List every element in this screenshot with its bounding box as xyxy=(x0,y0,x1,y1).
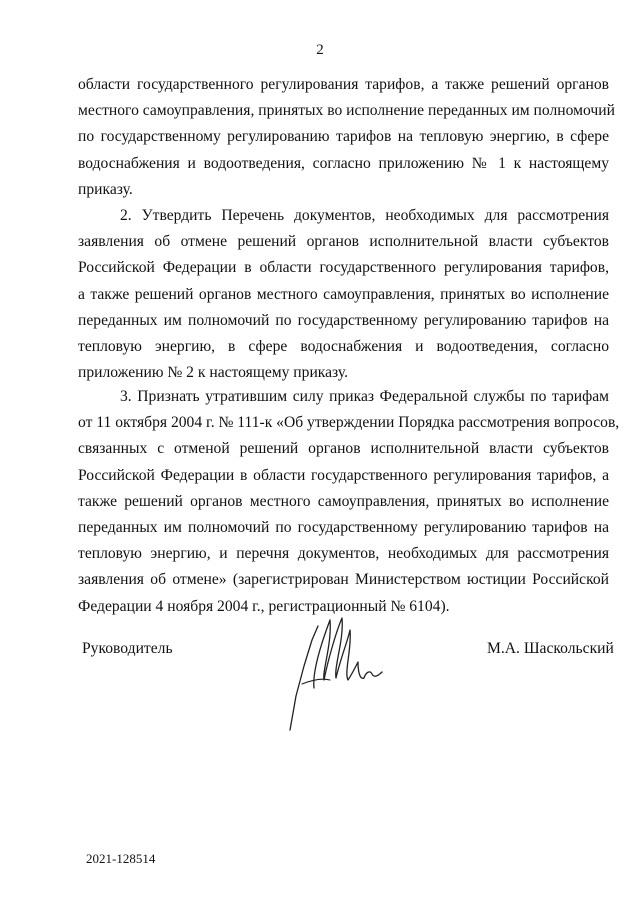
paragraph-line: Федерации 4 ноября 2004 г., регистрационный № 6104). xyxy=(78,597,450,615)
paragraph-3 xyxy=(78,384,620,620)
paragraph-line: переданных им полномочий по государственному регулированию тарифов на xyxy=(78,311,609,329)
handwritten-signature xyxy=(282,600,392,735)
paragraph-1 xyxy=(78,72,615,203)
paragraph-line: Российской Федерации в области государственного регулирования тарифов, xyxy=(78,259,609,277)
paragraph-line: связанных с отменой решений органов исполнительной власти субъектов xyxy=(78,440,609,458)
paragraph-line: местного самоуправления, принятых во исполнение переданных им полномочий xyxy=(78,102,615,120)
paragraph-line: Российской Федерации в области государственного регулирования тарифов, а xyxy=(78,466,609,484)
paragraph-line: заявления об отмене» (зарегистрирован Министерством юстиции Российской xyxy=(78,571,609,589)
paragraph-line: тепловую энергию, в сфере водоснабжения и водоотведения, согласно xyxy=(78,337,609,355)
paragraph-line: области государственного регулирования тарифов, а также решений органов xyxy=(78,76,609,93)
paragraph-line: водоснабжения и водоотведения, согласно приложению № 1 к настоящему xyxy=(78,154,609,172)
paragraph-line: 3. Признать утратившим силу приказ Федеральной службы по тарифам xyxy=(120,388,609,405)
paragraph-line: приложению № 2 к настоящему приказу. xyxy=(78,364,349,382)
paragraph-line: по государственному регулированию тарифов на тепловую энергию, в сфере xyxy=(78,128,609,146)
paragraph-line: а также решений органов местного самоуправления, принятых во исполнение xyxy=(78,285,609,303)
page-number: 2 xyxy=(316,42,324,58)
registration-number: 2021-128514 xyxy=(86,851,156,866)
paragraph-line: от 11 октября 2004 г. № 111-к «Об утверждении Порядка рассмотрения вопросов, xyxy=(78,414,620,432)
paragraph-line: заявления об отмене решений органов исполнительной власти субъектов xyxy=(78,233,609,251)
paragraph-line: переданных им полномочий по государственному регулированию тарифов на xyxy=(78,518,609,536)
paragraph-2 xyxy=(78,203,609,386)
signatory-title: Руководитель xyxy=(82,640,173,657)
paragraph-line: 2. Утвердить Перечень документов, необходимых для рассмотрения xyxy=(120,207,609,224)
paragraph-line: также решений органов местного самоуправления, принятых во исполнение xyxy=(78,492,609,510)
signatory-name: М.А. Шаскольский xyxy=(487,640,614,657)
paragraph-line: приказу. xyxy=(78,180,133,198)
paragraph-line: тепловую энергию, и перечня документов, необходимых для рассмотрения xyxy=(78,545,609,563)
